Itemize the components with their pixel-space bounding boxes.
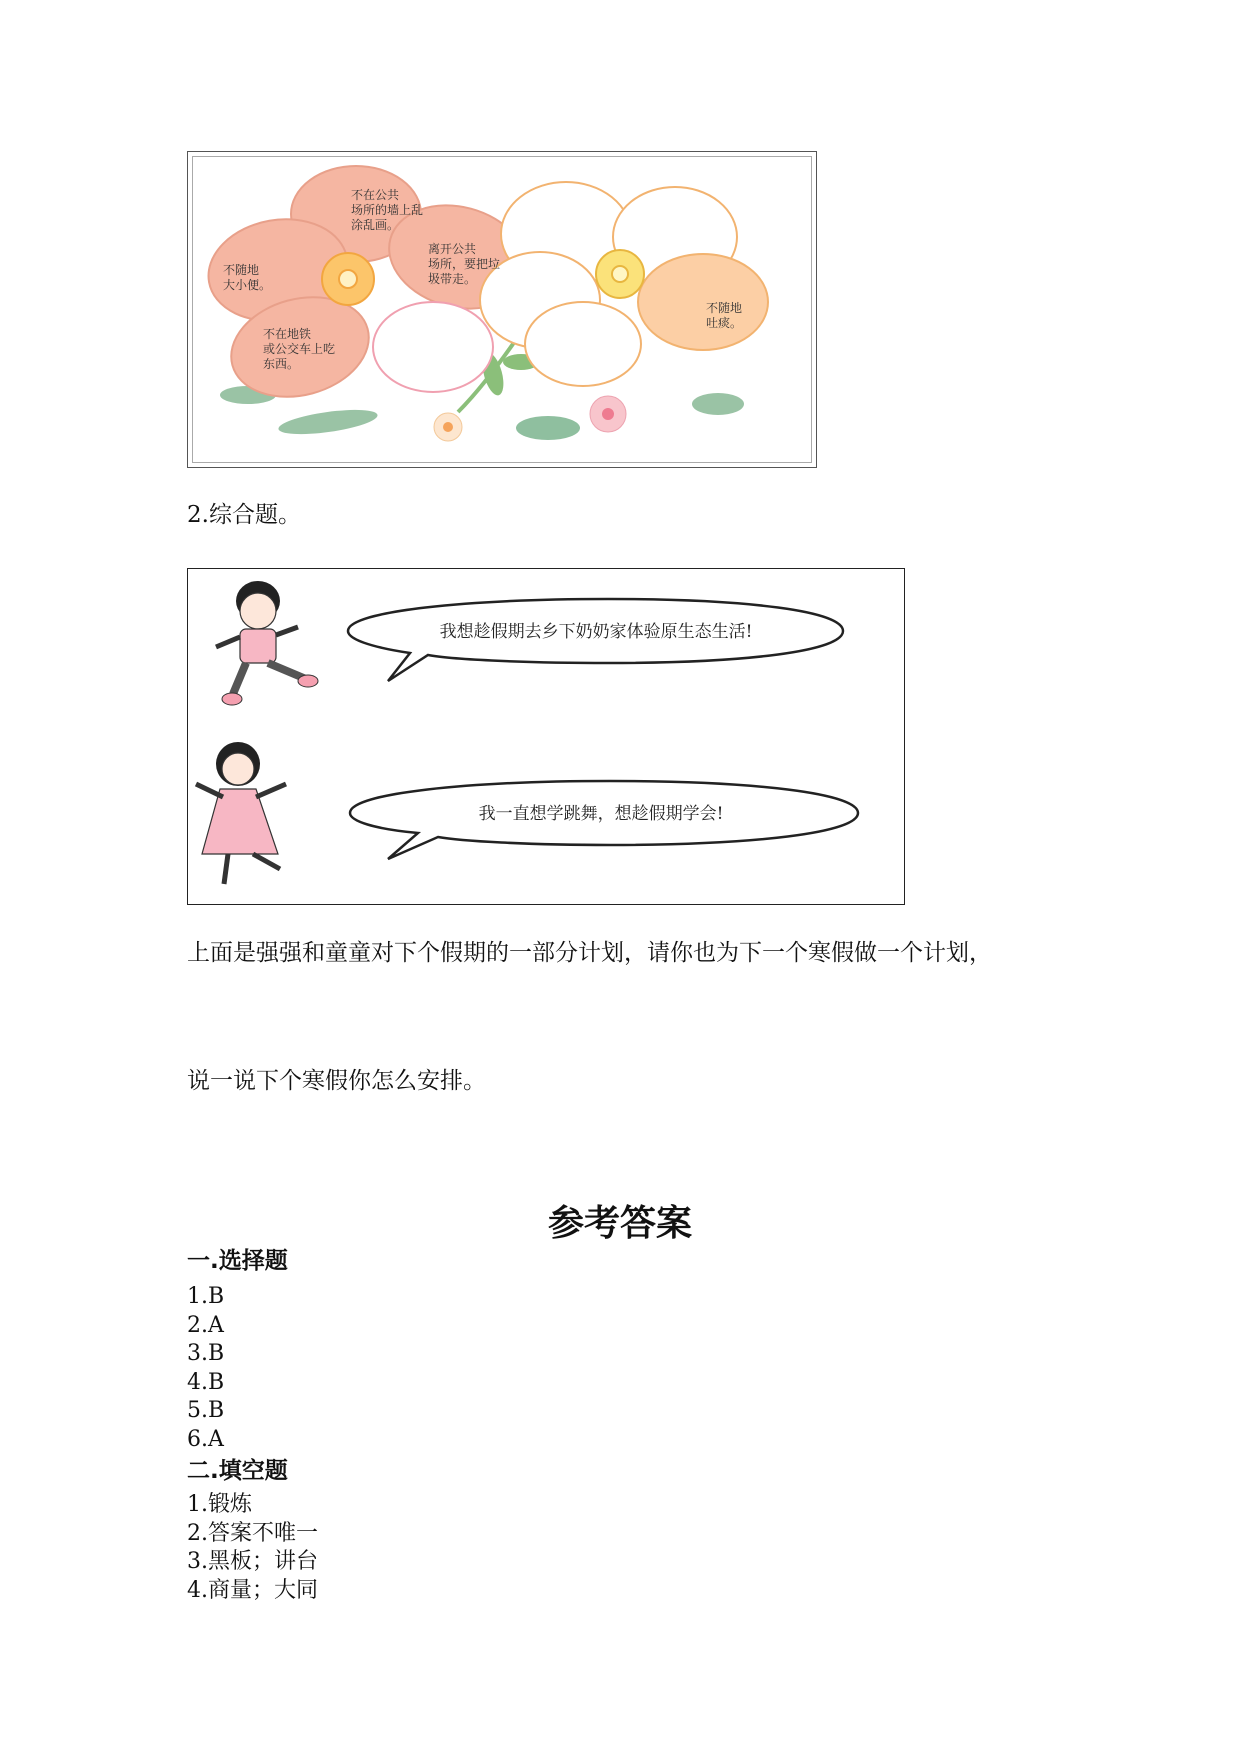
answer-item: 1.锻炼 <box>187 1492 252 1517</box>
answer-item: 4.B <box>187 1369 225 1395</box>
kids-plan-illustration <box>187 568 905 905</box>
answer-item: 2.A <box>187 1312 224 1338</box>
section-heading-fill: 二.填空题 <box>187 1458 288 1484</box>
flower-drawing <box>188 152 818 469</box>
section-heading-choice: 一.选择题 <box>187 1248 288 1274</box>
flower-illustration <box>187 151 817 468</box>
answer-item: 1.B <box>187 1284 225 1309</box>
kids-drawing <box>188 569 906 906</box>
fill-answers-list <box>187 1491 318 1605</box>
question-2-title: 2.综合题。 <box>187 502 301 528</box>
bubble-text-1: 我想趁假期去乡下奶奶家体验原生态生活! <box>439 622 753 642</box>
answer-item: 3.黑板；讲台 <box>187 1549 318 1574</box>
choice-answers-list <box>187 1283 224 1454</box>
question-2-prompt-line-2: 说一说下个寒假你怎么安排。 <box>187 1068 486 1094</box>
girl-figure <box>196 742 286 884</box>
question-2-prompt-line-1: 上面是强强和童童对下个假期的一部分计划，请你也为下一个寒假做一个计划， <box>187 940 992 966</box>
bubble-text-2: 我一直想学跳舞，想趁假期学会! <box>478 804 724 824</box>
answer-item: 2.答案不唯一 <box>187 1520 318 1546</box>
answer-item: 3.B <box>187 1341 225 1366</box>
answer-item: 4.商量；大同 <box>187 1577 318 1603</box>
petal-text-1: 不在公共场所的墙上乱涂乱画。 <box>351 188 424 232</box>
answers-title: 参考答案 <box>547 1202 692 1244</box>
petal-text-5: 不随地吐痰。 <box>706 301 743 330</box>
answer-item: 6.A <box>187 1426 224 1452</box>
boy-figure <box>216 581 318 705</box>
petal-text-4: 不在地铁或公交车上吃东西。 <box>263 327 336 371</box>
answer-item: 5.B <box>187 1398 225 1423</box>
petal-text-3: 不随地大小便。 <box>223 263 272 292</box>
petal-text-2: 离开公共场所，要把垃圾带走。 <box>428 242 501 286</box>
